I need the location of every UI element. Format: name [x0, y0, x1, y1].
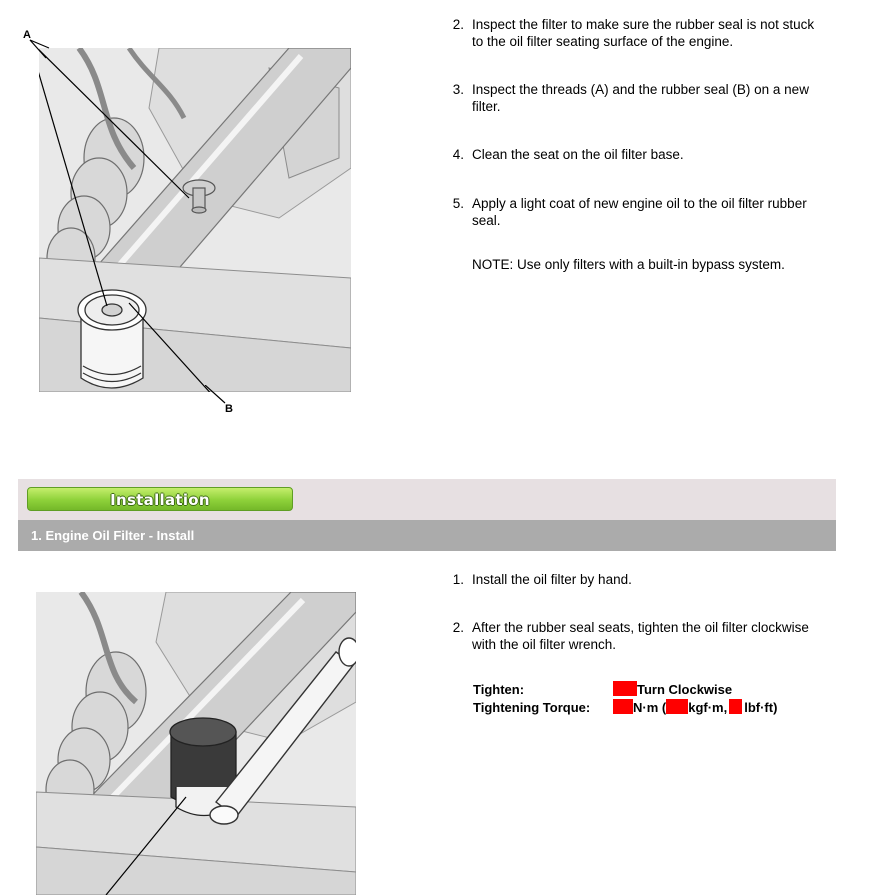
bypass-note: NOTE: Use only filters with a built-in bypass system.	[472, 257, 785, 272]
step-text: Inspect the threads (A) and the rubber seal (B) on a new filter.	[472, 82, 809, 114]
oil-filter-inspection-figure	[39, 48, 351, 392]
redaction-box	[666, 699, 688, 714]
step-header-engine-oil-filter-install[interactable]: 1. Engine Oil Filter - Install	[18, 520, 836, 551]
step-text: Install the oil filter by hand.	[472, 572, 632, 587]
unit-lbfft: lbf·ft)	[744, 700, 778, 715]
installation-section-button[interactable]: Installation	[27, 487, 293, 511]
tighten-label: Tighten:	[473, 682, 525, 697]
callout-label-b: B	[225, 403, 233, 415]
step-number: 4.	[452, 147, 464, 162]
callout-label-a: A	[23, 29, 31, 41]
tighten-direction: Turn Clockwise	[637, 682, 733, 697]
redaction-box	[613, 699, 633, 714]
step-number: 2.	[452, 620, 464, 635]
redaction-box	[613, 681, 637, 696]
step-number: 2.	[452, 17, 464, 32]
redaction-box	[729, 699, 742, 714]
step-text: Apply a light coat of new engine oil to the oil filter rubber seal.	[472, 196, 807, 228]
oil-filter-install-figure	[36, 592, 356, 895]
step-number: 1.	[452, 572, 464, 587]
torque-label: Tightening Torque:	[473, 700, 591, 715]
step-text: Inspect the filter to make sure the rubber seal is not stuck to the oil filter seating surface of the engine.	[472, 17, 815, 49]
step-text: Clean the seat on the oil filter base.	[472, 147, 684, 162]
torque-value	[613, 699, 777, 717]
step-number: 5.	[452, 196, 464, 211]
callout-lines	[20, 28, 260, 88]
unit-kgfm: kgf·m,	[688, 700, 728, 715]
unit-nm: N·m (	[633, 700, 667, 715]
step-number: 3.	[452, 82, 464, 97]
step-text: After the rubber seal seats, tighten the oil filter clockwise with the oil filter wrench.	[472, 620, 809, 652]
tighten-value	[613, 681, 732, 699]
